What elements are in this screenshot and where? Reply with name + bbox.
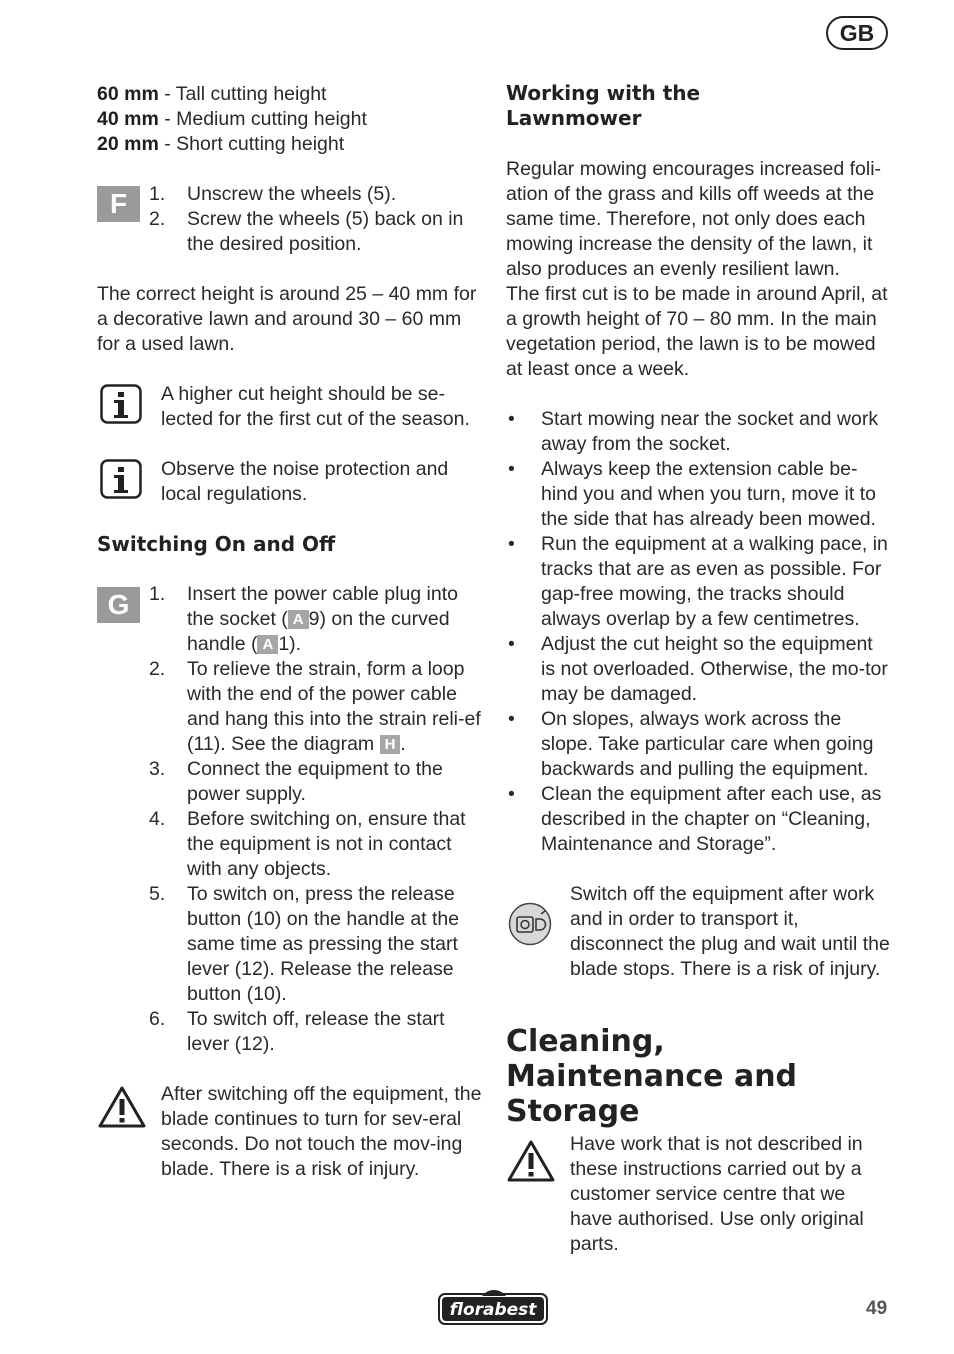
list-item: • Adjust the cut height so the equipment is not overloaded. Otherwise, the mo-tor may be damaged. <box>508 633 888 705</box>
list-item: 4. Before switching on, ensure that the equipment is not in contact with any objects. <box>149 808 466 880</box>
brand-logo <box>438 1290 548 1326</box>
list-item: 3. Connect the equipment to the power supply. <box>149 758 443 805</box>
figure-ref-badge: A <box>288 610 309 629</box>
language-badge: GB <box>826 16 888 50</box>
section-heading-switching: Switching On and Off <box>97 532 336 556</box>
list-item: 2. To relieve the strain, form a loop with the end of the power cable and hang this into the strain reli-ef (11). See the diagram H . <box>149 658 481 755</box>
info-note-first-cut: A higher cut height should be se-lected for the first cut of the season. <box>161 383 470 430</box>
list-item: 1. Unscrew the wheels (5). <box>149 183 397 205</box>
list-item: • On slopes, always work across the slope. Take particular care when going backwards and pulling the equipment. <box>508 708 874 780</box>
paragraph: Regular mowing encourages increased foli-ation of the grass and kills off weeds at the same time. Therefore, not only does each mowing increase the density of the lawn, it also produces an evenly resilient lawn. <box>506 158 882 280</box>
height-item: 40 mm - Medium cutting height <box>97 108 367 130</box>
correct-height-text: The correct height is around 25 – 40 mm for a decorative lawn and around 30 – 60 mm for a used lawn. <box>97 283 477 355</box>
list-item: 2. Screw the wheels (5) back on in the desired position. <box>149 208 464 255</box>
warning-icon <box>507 1139 555 1188</box>
height-item: 60 mm - Tall cutting height <box>97 83 327 105</box>
page-number: 49 <box>866 1298 888 1319</box>
list-item: 5. To switch on, press the release button (10) on the handle at the same time as pressing the start lever (12). Release the release button (10). <box>149 883 460 1005</box>
step-badge-f: F <box>97 186 140 222</box>
list-item: • Always keep the extension cable be-hind you and when you turn, move it to the side that has already been mowed. <box>508 458 876 530</box>
warning-icon <box>98 1085 146 1134</box>
brand-name: florabest <box>449 1300 537 1320</box>
list-item: • Run the equipment at a walking pace, in tracks that are as even as possible. For gap-free mowing, the tracks should always overlap by a few centimetres. <box>508 533 888 630</box>
info-icon <box>100 384 142 429</box>
paragraph: The first cut is to be made in around April, at a growth height of 70 – 80 mm. In the main vegetation period, the lawn is to be mowed at least once a week. <box>506 283 888 380</box>
warning-blade-note: After switching off the equipment, the blade continues to turn for sev-eral seconds. Do not touch the mov-ing blade. There is a risk of injury. <box>161 1083 482 1180</box>
unplug-icon <box>508 902 552 951</box>
cleaning-warning-note: Have work that is not described in these instructions carried out by a customer service centre that we have authorised. Use only original parts. <box>570 1133 864 1255</box>
list-item: 1. Insert the power cable plug into the socket ( A 9) on the curved handle ( A 1). <box>149 583 459 655</box>
info-note-noise: Observe the noise protection and local regulations. <box>161 458 449 505</box>
left-column <box>97 82 482 157</box>
steps-f <box>97 182 482 257</box>
cutting-heights <box>97 82 482 157</box>
info-icon <box>100 459 142 504</box>
list-item: • Start mowing near the socket and work away from the socket. <box>508 408 879 455</box>
list-item: 6. To switch off, release the start lever (12). <box>149 1008 445 1055</box>
section-heading-cleaning: Cleaning, Maintenance and Storage <box>506 1024 798 1129</box>
figure-ref-badge: A <box>257 635 278 654</box>
steps-g <box>97 582 482 1057</box>
step-badge-g: G <box>97 587 140 623</box>
list-item: • Clean the equipment after each use, as described in the chapter on “Cleaning, Maintenance and Storage”. <box>508 783 882 855</box>
section-heading-working: Working with the Lawnmower <box>506 81 701 130</box>
working-bullet-list <box>506 407 892 857</box>
working-paragraphs <box>506 157 892 382</box>
height-item: 20 mm - Short cutting height <box>97 133 345 155</box>
figure-ref-badge: H <box>380 735 401 754</box>
unplug-note: Switch off the equipment after work and in order to transport it, disconnect the plug and wait until the blade stops. There is a risk of injury. <box>570 883 890 980</box>
